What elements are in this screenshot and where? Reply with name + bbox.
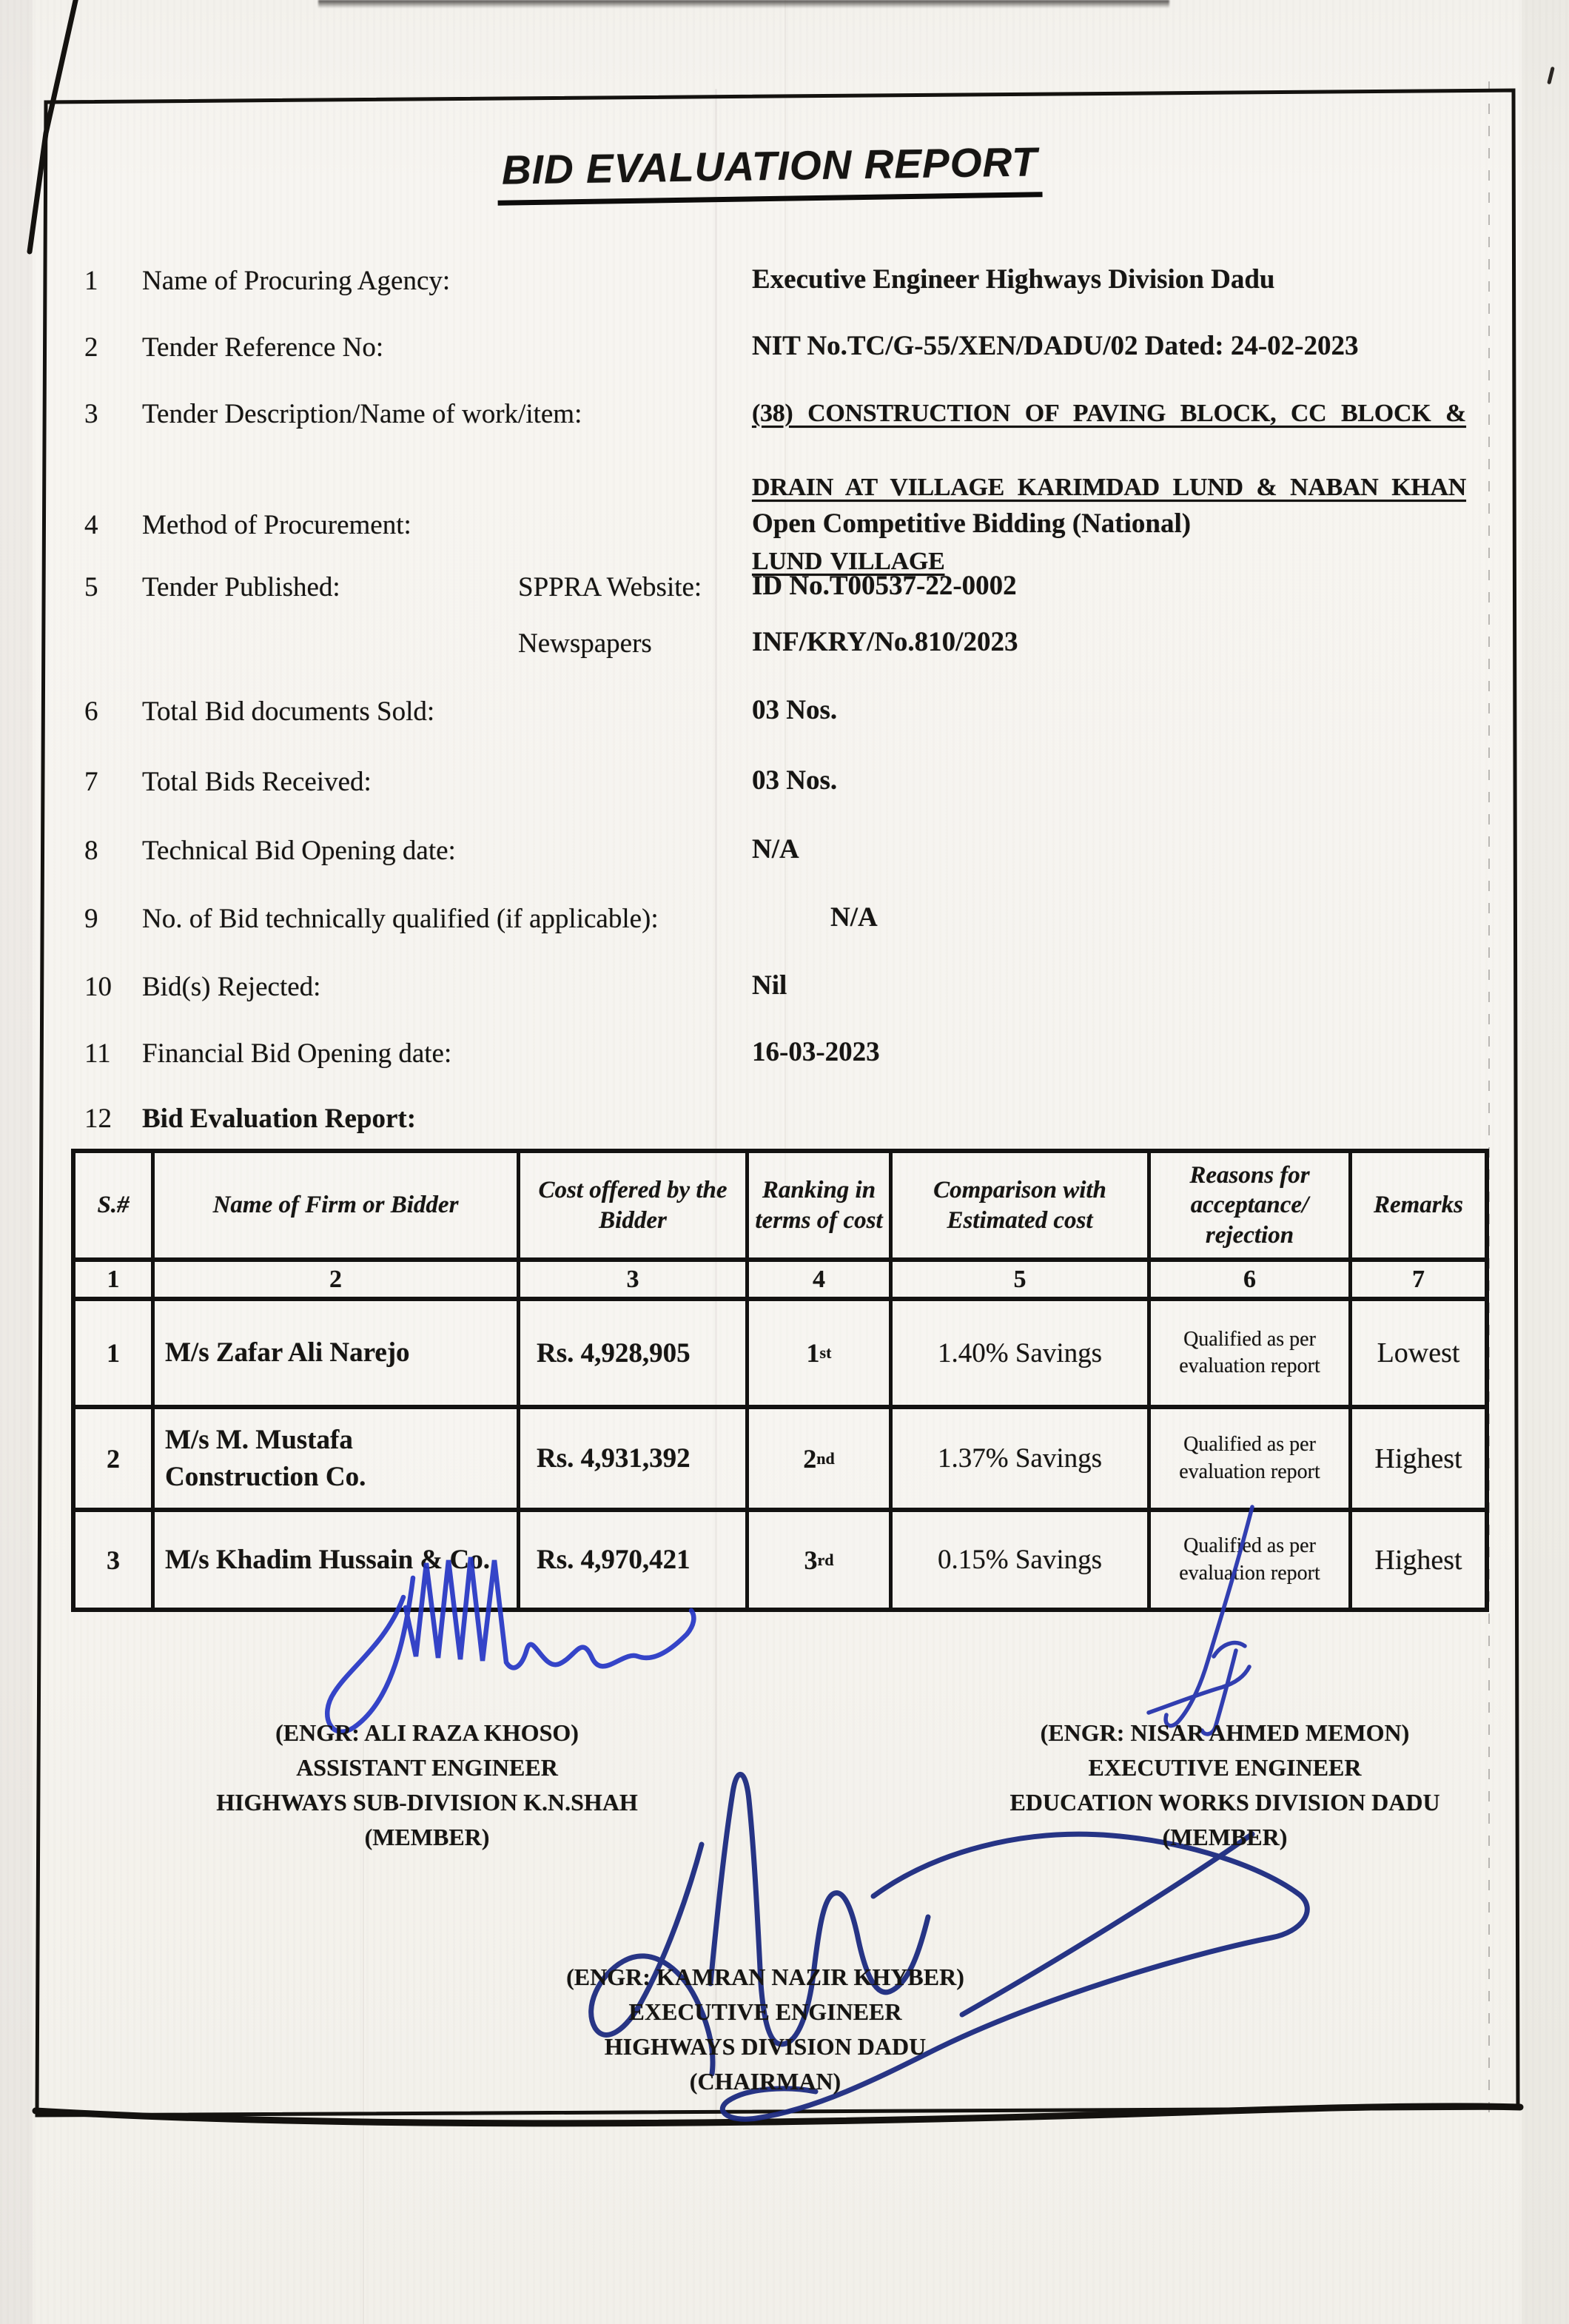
col-number: 6	[1151, 1262, 1352, 1301]
item-label: Tender Published:	[142, 572, 340, 602]
item-value: 03 Nos.	[752, 765, 838, 796]
signatory-org: EDUCATION WORKS DIVISION DADU	[1009, 1789, 1440, 1816]
item-label: Tender Description/Name of work/item:	[142, 399, 582, 429]
item-number: 1	[84, 266, 98, 296]
item-label: Name of Procuring Agency:	[142, 266, 451, 296]
publish-medium: Newspapers	[518, 628, 652, 659]
item-value: NIT No.TC/G-55/XEN/DADU/02 Dated: 24-02-2023	[752, 331, 1359, 361]
col-header-reasons: Reasons for acceptance/ rejection	[1151, 1153, 1352, 1262]
bidder-row-comparison: 0.15% Savings	[893, 1512, 1151, 1608]
right-paper-shade	[1522, 0, 1569, 2324]
bidder-row-reason: Qualified as per evaluation report	[1151, 1301, 1352, 1409]
item-value: 16-03-2023	[752, 1037, 880, 1067]
item-label: Bid(s) Rejected:	[142, 972, 321, 1002]
rank-number: 2	[803, 1443, 817, 1474]
item-number: 4	[84, 510, 98, 540]
bidder-row-firm: M/s M. Mustafa Construction Co.	[155, 1409, 520, 1512]
signatory-block-chairman	[532, 1960, 998, 2099]
work-description-line: DRAIN AT VILLAGE KARIMDAD LUND & NABAN KHAN	[752, 474, 1466, 501]
bidder-row-reason: Qualified as per evaluation report	[1151, 1409, 1352, 1512]
col-number: 7	[1352, 1262, 1485, 1301]
item-label: Financial Bid Opening date:	[142, 1038, 452, 1069]
col-number: 4	[749, 1262, 893, 1301]
bidder-row-firm: M/s Khadim Hussain & Co.	[155, 1512, 520, 1608]
bidder-row-reason: Qualified as per evaluation report	[1151, 1512, 1352, 1608]
publish-id-value: ID No.T00537-22-0002	[752, 571, 1017, 601]
col-number: 3	[520, 1262, 749, 1301]
bidder-row-remarks: Highest	[1374, 1544, 1462, 1576]
signatory-block-member-right	[992, 1716, 1458, 1855]
item-value: N/A	[752, 834, 799, 864]
item-number: 2	[84, 332, 98, 363]
col-header-firm: Name of Firm or Bidder	[155, 1153, 520, 1262]
bidder-row-rank	[749, 1409, 893, 1512]
bidder-row-cost: Rs. 4,931,392	[520, 1409, 749, 1512]
publish-medium: SPPRA Website:	[518, 572, 702, 602]
item-label: Technical Bid Opening date:	[142, 836, 456, 866]
signatory-org: HIGHWAYS DIVISION DADU	[604, 2033, 927, 2060]
rank-suffix: rd	[817, 1550, 834, 1569]
top-edge-smudge	[318, 0, 1169, 8]
bidder-row-rank	[749, 1301, 893, 1409]
item-value: Executive Engineer Highways Division Dadu	[752, 264, 1275, 295]
signatory-name: (ENGR: ALI RAZA KHOSO)	[275, 1719, 579, 1746]
page-title	[473, 138, 1066, 206]
bidder-row-cost: Rs. 4,928,905	[520, 1301, 749, 1409]
item-label: No. of Bid technically qualified (if applicable):	[142, 904, 659, 934]
bidder-row-sno: 2	[75, 1409, 155, 1512]
signatory-role: (MEMBER)	[1162, 1824, 1288, 1850]
signatory-name: (ENGR: KAMRAN NAZIR KHYBER)	[566, 1964, 964, 1990]
col-header-ranking: Ranking in terms of cost	[749, 1153, 893, 1262]
item-label: Total Bids Received:	[142, 767, 372, 797]
signatory-block-member-left	[194, 1716, 660, 1855]
item-number: 12	[84, 1104, 112, 1134]
item-label: Bid Evaluation Report:	[142, 1104, 417, 1134]
bid-evaluation-table	[71, 1149, 1489, 1612]
item-value: 03 Nos.	[752, 695, 838, 725]
col-header-comparison: Comparison with Estimated cost	[893, 1153, 1151, 1262]
page-title-text: BID EVALUATION REPORT	[497, 138, 1043, 206]
col-header-cost: Cost offered by the Bidder	[520, 1153, 749, 1262]
bidder-row-sno: 1	[75, 1301, 155, 1409]
signatory-title: ASSISTANT ENGINEER	[296, 1754, 558, 1781]
vertical-crease-dotted	[1488, 81, 1490, 2124]
signatory-title: EXECUTIVE ENGINEER	[1088, 1754, 1362, 1781]
work-description-line: LUND VILLAGE	[752, 548, 945, 575]
rank-suffix: nd	[816, 1448, 835, 1468]
work-description-line: (38) CONSTRUCTION OF PAVING BLOCK, CC BLOCK &	[752, 400, 1466, 427]
col-header-sno: S.#	[75, 1153, 155, 1262]
vertical-crease	[715, 89, 717, 2124]
bidder-row-remarks: Lowest	[1352, 1301, 1485, 1409]
item-number: 7	[84, 767, 98, 797]
bidder-row-sno: 3	[75, 1512, 155, 1608]
bidder-row-rank	[749, 1512, 893, 1608]
item-number: 11	[84, 1038, 111, 1069]
signatory-role: (MEMBER)	[364, 1824, 490, 1850]
col-number: 5	[893, 1262, 1151, 1301]
rank-number: 1	[806, 1338, 820, 1368]
item-value: Nil	[752, 970, 787, 1001]
col-number: 2	[155, 1262, 520, 1301]
item-label: Method of Procurement:	[142, 510, 411, 540]
publish-id-value: INF/KRY/No.810/2023	[752, 627, 1018, 657]
bidder-row-remarks: Highest	[1352, 1409, 1485, 1512]
rank-suffix: st	[819, 1343, 832, 1362]
bidder-row-cost: Rs. 4,970,421	[520, 1512, 749, 1608]
item-value: N/A	[830, 902, 878, 933]
bidder-row-comparison: 1.37% Savings	[893, 1409, 1151, 1512]
item-number: 10	[84, 972, 112, 1002]
signatory-name: (ENGR: NISAR AHMED MEMON)	[1040, 1719, 1410, 1746]
col-number: 1	[75, 1262, 155, 1301]
item-label: Tender Reference No:	[142, 332, 384, 363]
rank-number: 3	[804, 1545, 818, 1575]
item-number: 5	[84, 572, 98, 602]
signatory-title: EXECUTIVE ENGINEER	[628, 1998, 902, 2025]
left-paper-shade	[0, 0, 33, 2324]
work-description	[752, 395, 1466, 580]
item-number: 9	[84, 904, 98, 934]
item-number: 6	[84, 696, 98, 727]
bidder-row-comparison: 1.40% Savings	[893, 1301, 1151, 1409]
item-number: 3	[84, 399, 98, 429]
signatory-role: (CHAIRMAN)	[689, 2068, 841, 2095]
signatory-org: HIGHWAYS SUB-DIVISION K.N.SHAH	[216, 1789, 638, 1816]
item-value: Open Competitive Bidding (National)	[752, 508, 1192, 539]
item-label: Total Bid documents Sold:	[142, 696, 435, 727]
item-number: 8	[84, 836, 98, 866]
col-header-remarks: Remarks	[1352, 1153, 1485, 1262]
bidder-row-firm: M/s Zafar Ali Narejo	[155, 1301, 520, 1409]
